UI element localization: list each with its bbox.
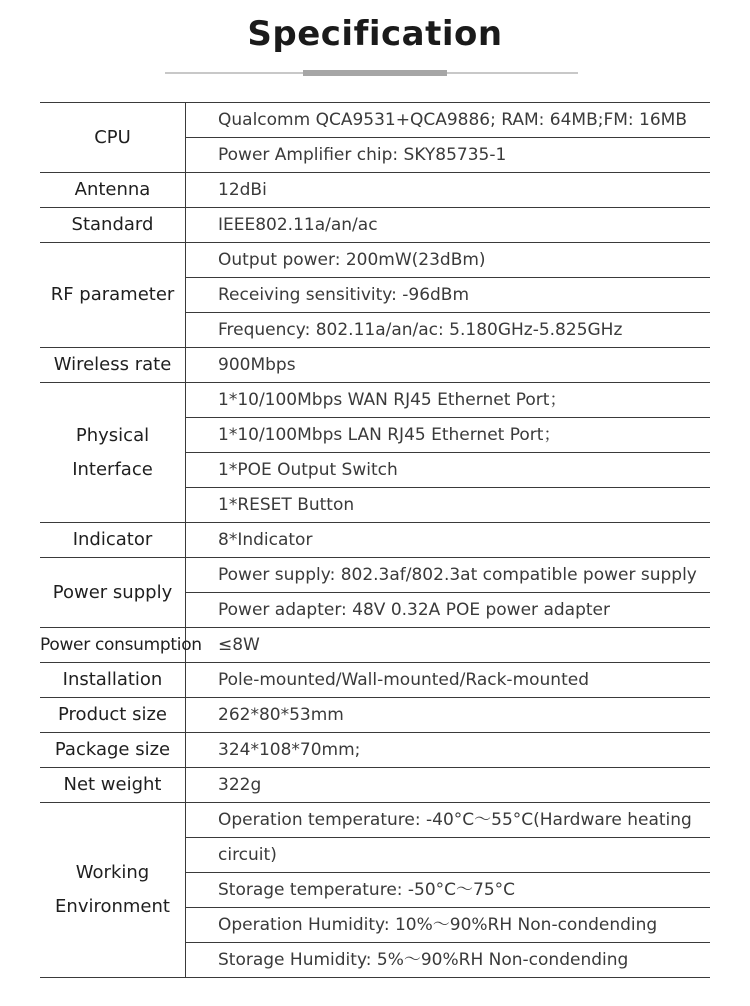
spec-label-antenna: Antenna xyxy=(40,173,186,208)
title-divider-accent xyxy=(303,70,447,76)
spec-value: Pole-mounted/Wall-mounted/Rack-mounted xyxy=(186,663,711,698)
table-row xyxy=(40,628,710,663)
spec-value: ≤8W xyxy=(186,628,711,663)
spec-value: Power supply: 802.3af/802.3at compatible power supply xyxy=(186,558,711,593)
spec-label-working-environment xyxy=(40,803,186,978)
table-row xyxy=(40,803,710,838)
spec-label-line: Working xyxy=(75,862,150,883)
table-row xyxy=(40,558,710,593)
spec-label-cpu: CPU xyxy=(40,103,186,173)
spec-value: Power Amplifier chip: SKY85735-1 xyxy=(186,138,711,173)
table-row xyxy=(40,663,710,698)
spec-value: Frequency: 802.11a/an/ac: 5.180GHz-5.825GHz xyxy=(186,313,711,348)
spec-label-line: Physical xyxy=(75,424,150,446)
table-row xyxy=(40,698,710,733)
spec-value: 262*80*53mm xyxy=(186,698,711,733)
spec-value: Operation temperature: -40°C～55°C(Hardware heating xyxy=(186,803,711,838)
page-title: Specification xyxy=(247,14,503,54)
spec-label-power-consumption: Power consumption xyxy=(40,628,186,663)
table-row xyxy=(40,208,710,243)
spec-label-product-size: Product size xyxy=(40,698,186,733)
specification-table xyxy=(40,102,710,978)
spec-value: Operation Humidity: 10%～90%RH Non-condending xyxy=(186,908,711,943)
table-row xyxy=(40,348,710,383)
table-row xyxy=(40,523,710,558)
spec-value: Power adapter: 48V 0.32A POE power adapter xyxy=(186,593,711,628)
spec-label-wireless-rate: Wireless rate xyxy=(40,348,186,383)
spec-value: 12dBi xyxy=(186,173,711,208)
spec-value: 1*POE Output Switch xyxy=(186,453,711,488)
spec-value: Receiving sensitivity: -96dBm xyxy=(186,278,711,313)
spec-value: Storage Humidity: 5%～90%RH Non-condending xyxy=(186,943,711,978)
spec-value: Output power: 200mW(23dBm) xyxy=(186,243,711,278)
spec-value: Qualcomm QCA9531+QCA9886; RAM: 64MB;FM: 16MB xyxy=(186,103,711,138)
table-row xyxy=(40,103,710,138)
table-row xyxy=(40,768,710,803)
spec-label-standard: Standard xyxy=(40,208,186,243)
spec-label-net-weight: Net weight xyxy=(40,768,186,803)
table-row xyxy=(40,733,710,768)
table-row xyxy=(40,383,710,418)
spec-value: circuit) xyxy=(186,838,711,873)
spec-value: 8*Indicator xyxy=(186,523,711,558)
table-row xyxy=(40,173,710,208)
spec-label-rf-parameter: RF parameter xyxy=(40,243,186,348)
spec-label-installation: Installation xyxy=(40,663,186,698)
spec-label-physical-interface xyxy=(40,383,186,523)
spec-label-indicator: Indicator xyxy=(40,523,186,558)
spec-value: IEEE802.11a/an/ac xyxy=(186,208,711,243)
spec-value: 1*RESET Button xyxy=(186,488,711,523)
spec-label-package-size: Package size xyxy=(40,733,186,768)
spec-label-power-supply: Power supply xyxy=(40,558,186,628)
spec-value: 900Mbps xyxy=(186,348,711,383)
spec-label-line: Environment xyxy=(55,896,170,917)
spec-value: Storage temperature: -50°C～75°C xyxy=(186,873,711,908)
spec-label-line: Interface xyxy=(72,458,153,480)
spec-value: 324*108*70mm; xyxy=(186,733,711,768)
spec-value: 1*10/100Mbps WAN RJ45 Ethernet Port； xyxy=(186,383,711,418)
spec-value: 1*10/100Mbps LAN RJ45 Ethernet Port； xyxy=(186,418,711,453)
table-row xyxy=(40,243,710,278)
spec-value: 322g xyxy=(186,768,711,803)
